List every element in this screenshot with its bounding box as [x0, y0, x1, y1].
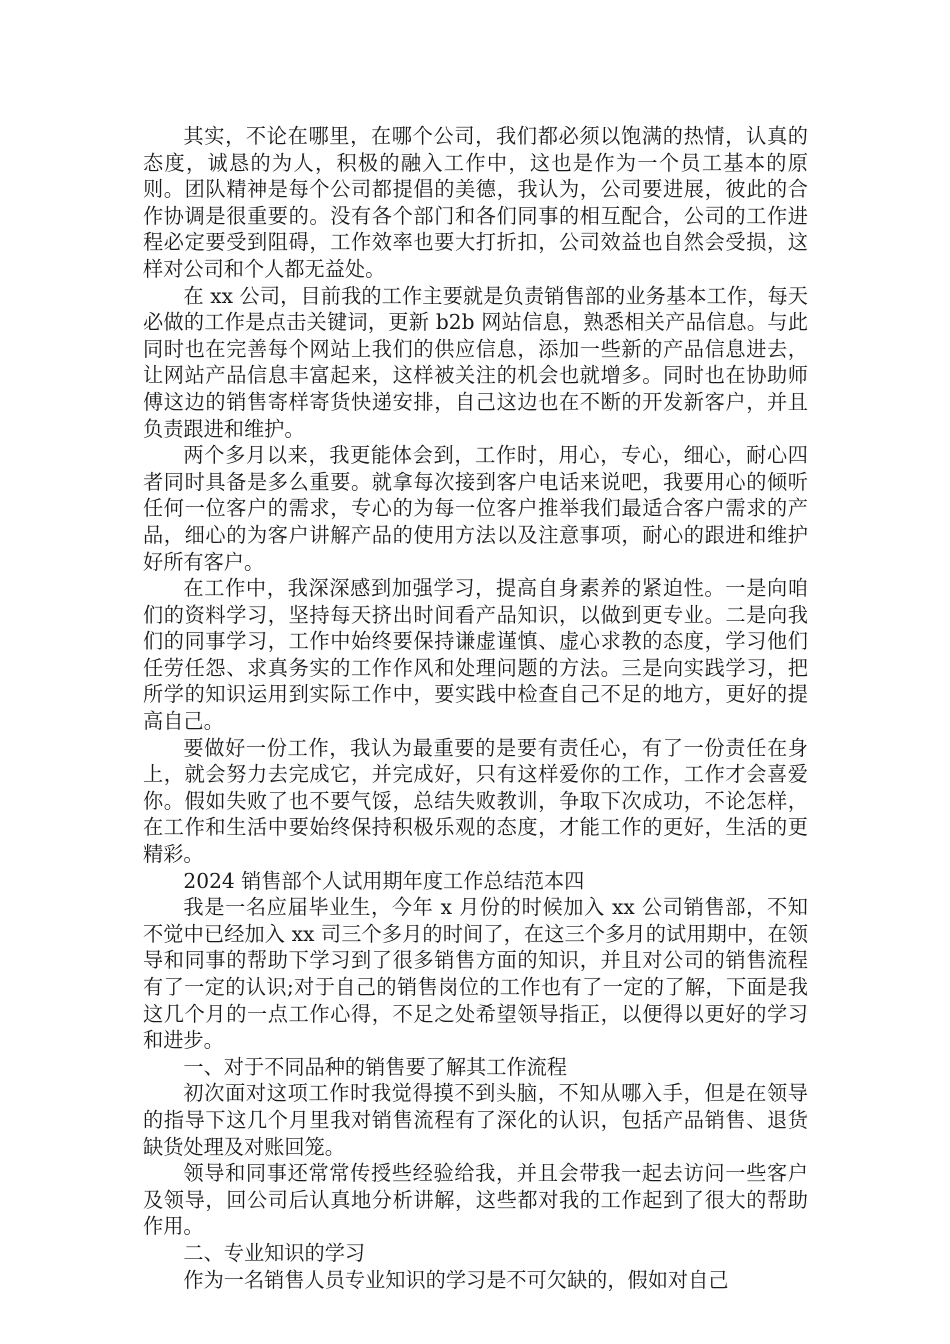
paragraph-professional-knowledge: 作为一名销售人员专业知识的学习是不可欠缺的，假如对自己 [183, 1267, 729, 1292]
subheading-sales-process: 一、对于不同品种的销售要了解其工作流程 [183, 1054, 567, 1079]
paragraph-current-work: 在 xx 公司，目前我的工作主要就是负责销售部的业务基本工作，每天必做的工作是点击关键词，更新 b2b 网站信息，熟悉相关产品信息。与此同时也在完善每个网站上我们的供应信息，添加一些新的产品信息进去，让网站产品信息丰富起来，这样被关注的机会也就增多。同时也在协助师傅这边的销售寄样寄货快递安排，自己这边也在不断的开发新客户，并且负责跟进和维护。 [143, 283, 808, 441]
paragraph-introduction: 我是一名应届毕业生，今年 x 月份的时候加入 xx 公司销售部，不知不觉中已经加入 xx 司三个多月的时间了，在这三个多月的试用期中，在领导和同事的帮助下学习到了很多销售方面的知识，并且对公司的销售流程有了一定的认识;对于自己的销售岗位的工作也有了一定的了解，下面是我这几个月的一点工作心得，不足之处希望领导指正，以便得以更好的学习和进步。 [143, 895, 808, 1053]
section-heading-sample-four: 2024 销售部个人试用期年度工作总结范本四 [183, 868, 585, 893]
document-body [143, 123, 808, 1293]
paragraph-responsibility: 要做好一份工作，我认为最重要的是要有责任心，有了一份责任在身上，就会努力去完成它，并完成好，只有这样爱你的工作，工作才会喜爱你。假如失败了也不要气馁，总结失败教训，争取下次成功，不论怎样，在工作和生活中要始终保持积极乐观的态度，才能工作的更好，生活的更精彩。 [143, 735, 808, 867]
paragraph-four-qualities: 两个多月以来，我更能体会到，工作时，用心，专心，细心，耐心四者同时具备是多么重要。就拿每次接到客户电话来说吧，我要用心的倾听任何一位客户的需求，专心的为每一位客户推举我们最适合客户需求的产品，细心的为客户讲解产品的使用方法以及注意事项，耐心的跟进和维护好所有客户。 [143, 443, 808, 574]
paragraph-learning: 在工作中，我深深感到加强学习，提高自身素养的紧迫性。一是向咱们的资料学习，坚持每天挤出时间看产品知识，以做到更专业。二是向我们的同事学习，工作中始终要保持谦虚谨慎、虚心求教的态度，学习他们任劳任怨、求真务实的工作作风和处理问题的方法。三是向实践学习，把所学的知识运用到实际工作中，要实践中检查自己不足的地方，更好的提高自己。 [143, 576, 808, 734]
paragraph-teamwork: 其实，不论在哪里，在哪个公司，我们都必须以饱满的热情，认真的态度，诚恳的为人，积极的融入工作中，这也是作为一个员工基本的原则。团队精神是每个公司都提倡的美德，我认为，公司要进展，彼此的合作协调是很重要的。没有各个部门和各们同事的相互配合，公司的工作进程必定要受到阻碍，工作效率也要大打折扣，公司效益也自然会受损，这样对公司和个人都无益处。 [143, 124, 808, 281]
subheading-professional-knowledge: 二、专业知识的学习 [183, 1240, 366, 1265]
paragraph-mentoring: 领导和同事还常常传授些经验给我，并且会带我一起去访问一些客户及领导，回公司后认真地分析讲解，这些都对我的工作起到了很大的帮助作用。 [143, 1161, 808, 1239]
paragraph-sales-process: 初次面对这项工作时我觉得摸不到头脑，不知从哪入手，但是在领导的指导下这几个月里我对销售流程有了深化的认识，包括产品销售、退货缺货处理及对账回笼。 [143, 1081, 808, 1159]
